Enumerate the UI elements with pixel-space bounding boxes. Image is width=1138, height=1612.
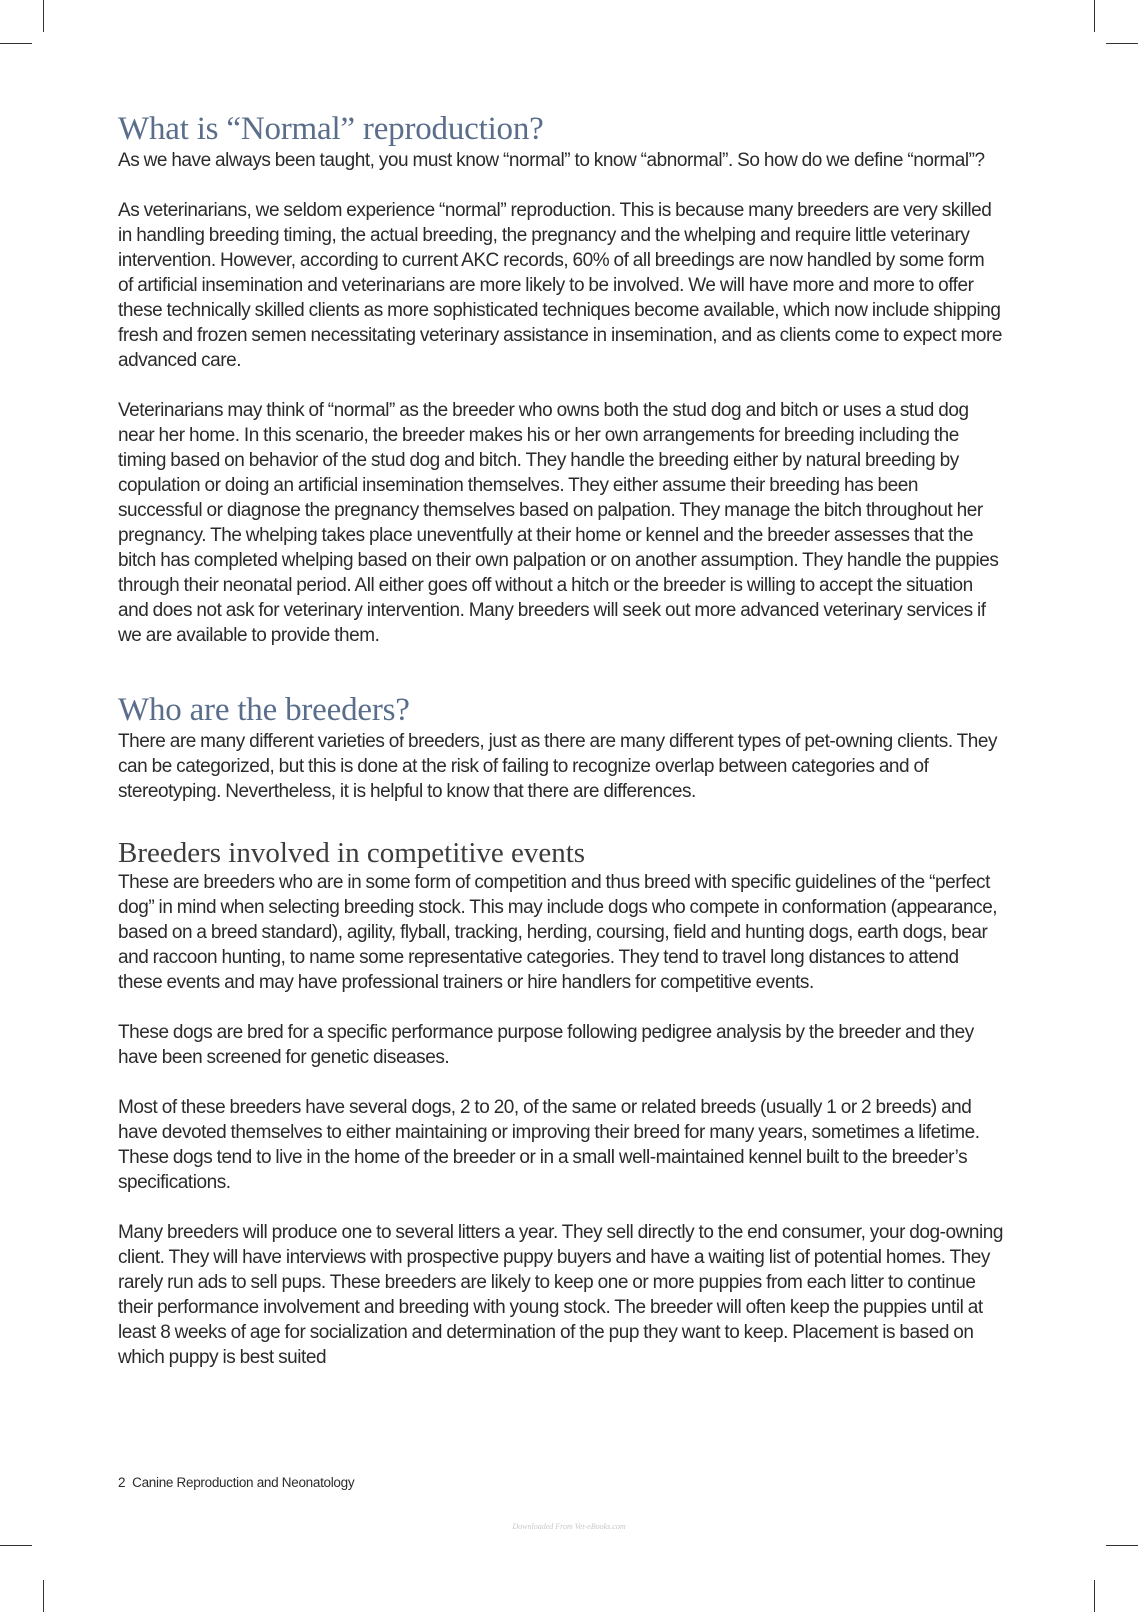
paragraph: As veterinarians, we seldom experience “normal” reproduction. This is because many breeders are very skilled in handling breeding timing, the actual breeding, the pregnancy and the whelping and require little veterinary intervention. However, according to current AKC records, 60% of all breedings are now handled by some form of artificial insemination and veterinarians are more likely to be involved. We will have more and more to offer these technically skilled clients as more sophisticated techniques become available, which now include shipping fresh and frozen semen necessitating veterinary assistance in insemination, and as clients come to expect more advanced care. <box>118 200 1002 371</box>
page-content <box>118 110 1003 1395</box>
paragraph: Many breeders will produce one to several litters a year. They sell directly to the end consumer, your dog-owning client. They will have interviews with prospective puppy buyers and have a waiting list of potential homes. They rarely run ads to sell pups. These breeders are likely to keep one or more puppies from each litter to continue their performance involvement and breeding with young stock. The breeder will often keep the puppies until at least 8 weeks of age for socialization and determination of the pup they want to keep. Placement is based on which puppy is best suited <box>118 1222 1004 1368</box>
paragraph: As we have always been taught, you must know “normal” to know “abnormal”. So how do we define “normal”? <box>118 150 985 171</box>
section-who-are-breeders <box>118 691 1003 804</box>
subsection-heading: Breeders involved in competitive events <box>118 837 586 869</box>
crop-mark <box>1106 1545 1138 1546</box>
crop-mark <box>1094 0 1095 32</box>
crop-mark <box>43 0 44 32</box>
section-normal-reproduction <box>118 110 1003 648</box>
section-heading: Who are the breeders? <box>118 692 410 728</box>
crop-mark <box>1106 43 1138 44</box>
book-title: Canine Reproduction and Neonatology <box>132 1475 355 1490</box>
page-footer <box>118 1475 354 1490</box>
crop-mark <box>1094 1580 1095 1612</box>
watermark: Downloaded From Vet-eBooks.com <box>512 1522 626 1531</box>
crop-mark <box>0 43 32 44</box>
paragraph: Most of these breeders have several dogs, 2 to 20, of the same or related breeds (usually 1 or 2 breeds) and have devoted themselves to either maintaining or improving their breed for many years, sometimes a lifetime. These dogs tend to live in the home of the breeder or in a small well-maintained kennel built to the breeder’s specifications. <box>118 1097 980 1193</box>
crop-mark <box>43 1580 44 1612</box>
paragraph: There are many different varieties of breeders, just as there are many different types of pet-owning clients. They can be categorized, but this is done at the risk of failing to recognize overlap between categories and of stereotyping. Nevertheless, it is helpful to know that there are differences. <box>118 731 998 802</box>
section-competitive-breeders <box>118 836 1003 1370</box>
section-heading: What is “Normal” reproduction? <box>118 111 544 147</box>
paragraph: These are breeders who are in some form of competition and thus breed with specific guidelines of the “perfect dog” in mind when selecting breeding stock. This may include dogs who compete in conformation (appearance, based on a breed standard), agility, flyball, tracking, herding, coursing, field and hunting dogs, earth dogs, bear and raccoon hunting, to name some representative categories. They tend to travel long distances to attend these events and may have professional trainers or hire handlers for competitive events. <box>118 872 998 993</box>
crop-mark <box>0 1545 32 1546</box>
paragraph: These dogs are bred for a specific performance purpose following pedigree analysis by the breeder and they have been screened for genetic diseases. <box>118 1022 974 1068</box>
page-number: 2 <box>118 1475 126 1490</box>
paragraph: Veterinarians may think of “normal” as the breeder who owns both the stud dog and bitch or uses a stud dog near her home. In this scenario, the breeder makes his or her own arrangements for breeding including the timing based on behavior of the stud dog and bitch. They handle the breeding either by natural breeding by copulation or doing an artificial insemination themselves. They either assume their breeding has been successful or diagnose the pregnancy themselves based on palpation. They manage the bitch throughout her pregnancy. The whelping takes place uneventfully at their home or kennel and the breeder assesses that the bitch has completed whelping based on their own palpation or on another assumption. They handle the puppies through their neonatal period. All either goes off without a hitch or the breeder is willing to accept the situation and does not ask for veterinary intervention. Many breeders will seek out more advanced veterinary services if we are available to provide them. <box>118 400 999 646</box>
